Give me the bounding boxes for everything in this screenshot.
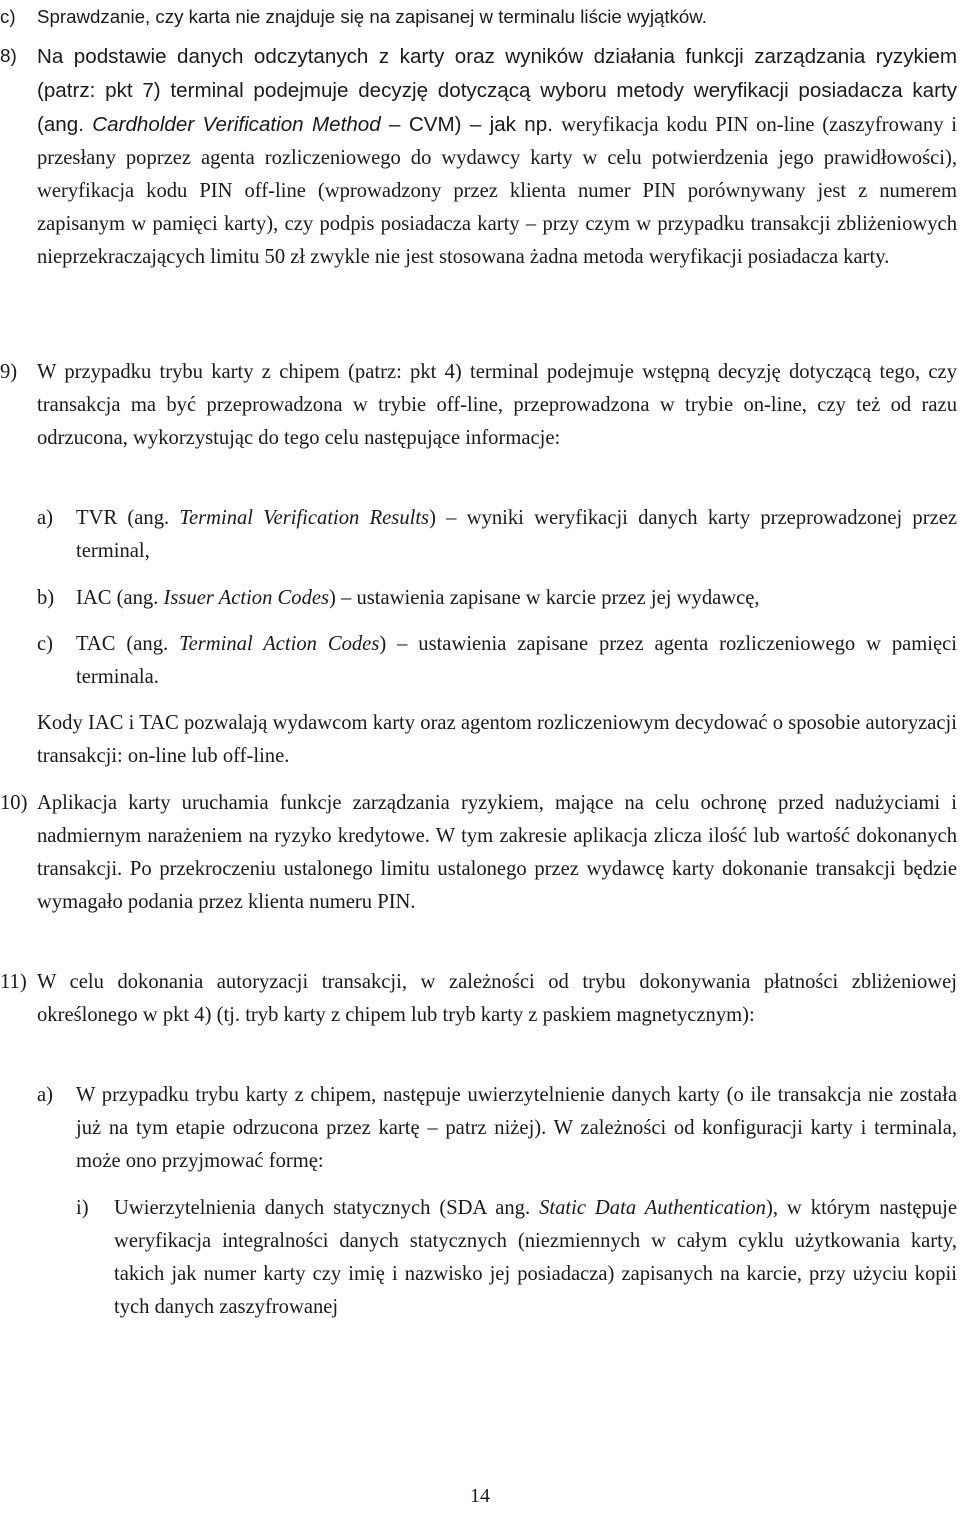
item-text-part: IAC (ang.	[76, 587, 164, 609]
item-text	[37, 40, 957, 274]
item-label: 11)	[0, 971, 27, 993]
item-text-part: weryfikacja kodu PIN on-line (zaszyfrowany i przesłany poprzez agenta rozliczeniowego do wydawcy karty w celu potwierdzenia jego prawidłowości), weryfikacja kodu PIN off-line (wprowadzony przez klienta numer PIN porównywany jest z numerem zapisanym w pamięci karty), czy podpis posiadacza karty – przy czym w przypadku transakcji zbliżeniowych nieprzekraczających limitu 50 zł zwykle nie jest stosowana żadna metoda weryfikacji posiadacza karty.	[37, 114, 957, 268]
item-text-part: – CVM) – jak np.	[380, 113, 562, 136]
item-text: Sprawdzanie, czy karta nie znajduje się na zapisanej w terminalu liście wyjątków.	[37, 6, 707, 27]
item-text: W przypadku trybu karty z chipem (patrz: pkt 4) terminal podejmuje wstępną decyzję dotyczącą tego, czy transakcja ma być przeprowadzona w trybie off-line, przeprowadzona w trybie on-line, czy też od razu odrzucona, wykorzystując do tego celu następujące informacje:	[37, 361, 957, 449]
item-text-part: TVR (ang.	[76, 507, 180, 529]
item-label: 9)	[0, 361, 18, 383]
item-text-part: ) – ustawienia zapisane w karcie przez jej wydawcę,	[329, 587, 760, 609]
item-label: 8)	[0, 46, 17, 67]
item-label: i)	[76, 1197, 89, 1219]
item-label: c)	[0, 6, 16, 27]
item-text-part: TAC (ang.	[76, 633, 180, 655]
item-text-part: Na podstawie danych odczytanych z karty oraz wyników działania funkcji zarządzania ryzykiem (patrz: pkt 7) terminal podejmuje decyzję dotyczącą wyboru metody weryfikacji posiadacza karty (ang.	[37, 45, 957, 136]
item-text-part: ) – wyniki weryfikacji danych karty przeprowadzonej przez terminal,	[76, 507, 957, 562]
item-label: b)	[37, 587, 55, 609]
item-text: W celu dokonania autoryzacji transakcji, w zależności od trybu dokonywania płatności zbliżeniowej określonego w pkt 4) (tj. tryb karty z chipem lub tryb karty z paskiem magnetycznym):	[37, 971, 957, 1026]
item-label: 10)	[0, 792, 28, 814]
term-italic: Cardholder Verification Method	[92, 113, 381, 136]
item-text: W przypadku trybu karty z chipem, następuje uwierzytelnienie danych karty (o ile transakcja nie została już na tym etapie odrzucona przez kartę – patrz niżej). W zależności od konfiguracji karty i terminala, może ono przyjmować formę:	[76, 1084, 957, 1172]
term-italic: Terminal Verification Results	[179, 507, 430, 529]
item-text	[76, 628, 957, 694]
note-text: Kody IAC i TAC pozwalają wydawcom karty oraz agentom rozliczeniowym decydować o sposobie autoryzacji transakcji: on-line lub off-line.	[37, 712, 957, 767]
item-label: c)	[37, 633, 53, 655]
item-text: Aplikacja karty uruchamia funkcje zarządzania ryzykiem, mające na celu ochronę przed nadużyciami i nadmiernym narażeniem na ryzyko kredytowe. W tym zakresie aplikacja zlicza ilość lub wartość dokonanych transakcji. Po przekroczeniu ustalonego limitu ustalonego przez wydawcę karty dokonanie transakcji będzie wymagało podania przez klienta numeru PIN.	[37, 792, 957, 913]
term-italic: Static Data Authentication	[539, 1197, 766, 1219]
term-italic: Terminal Action Codes	[179, 633, 380, 655]
item-text	[76, 582, 957, 615]
item-text	[76, 502, 957, 568]
page-number: 14	[470, 1485, 490, 1507]
item-label: a)	[37, 507, 53, 529]
item-text-part: ) – ustawienia zapisane przez agenta rozliczeniowego w pamięci terminala.	[76, 633, 958, 688]
item-text-part: Uwierzytelnienia danych statycznych (SDA ang.	[114, 1197, 540, 1219]
item-text-part: ), w którym następuje weryfikacja integralności danych statycznych (niezmiennych w całym cyklu użytkowania karty, takich jak numer karty czy imię i nazwisko jej posiadacza) zapisanych na karcie, przy użyciu kopii tych danych zaszyfrowanej	[114, 1197, 957, 1318]
item-text	[114, 1192, 957, 1324]
term-italic: Issuer Action Codes	[163, 587, 330, 609]
item-label: a)	[37, 1084, 53, 1106]
